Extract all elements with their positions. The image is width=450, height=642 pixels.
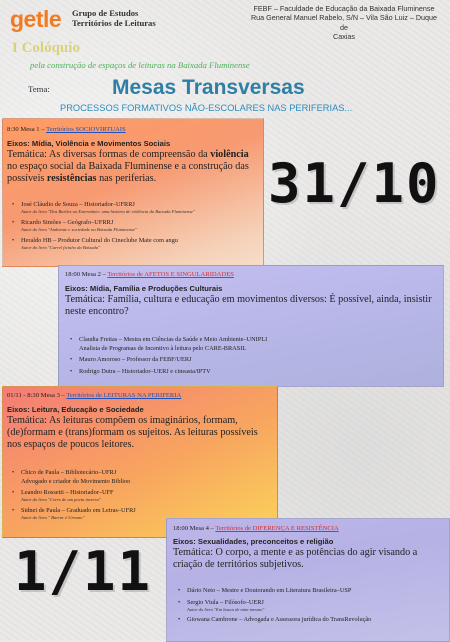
speaker-item: • Ricardo Simões – Geógrafo–UFRRJ Autor do livro "Ambiente e sociedade na Baixada Fluminense" <box>9 219 195 233</box>
mesa-1-heading <box>7 126 126 133</box>
mesa-4-title: Territórios de DIFERENÇA E RESISTÊNCIA <box>215 525 339 532</box>
speaker-item: • Claudia Freitas – Mestra em Ciências da Saúde e Meio Ambiente–UNIPLI Analista de Programas de Incentivo à leitura pelo CARE-BRASIL <box>70 336 268 352</box>
febf-line3: Caxias <box>333 31 355 41</box>
mesa-1-panel <box>2 118 264 267</box>
speaker-note: Autor do livro "Ambiente e sociedade na Baixada Fluminense" <box>21 227 137 232</box>
speaker-extra: Advogado e criador do Movimento Biblioo <box>21 478 131 485</box>
speaker-name: Claudia Freitas – Mestra em Ciências da Saúde e Meio Ambiente–UNIPLI <box>79 336 268 343</box>
speaker-note: Autor do livro "Em busca de mim mesmo" <box>187 607 265 612</box>
mesa-2-title: Territórios de AFETOS E SINGULARIDADES <box>107 271 234 278</box>
main-subtitle: PROCESSOS FORMATIVOS NÃO-ESCOLARES NAS PERIFERIAS... <box>60 103 353 113</box>
mesa-4-tematica: Temática: O corpo, a mente e as potências do agir visando a criação de territórios subjetivos. <box>173 547 418 571</box>
speaker-name: Rodrigo Dutra – Historiador–UERJ e cineasta/IPTV <box>79 368 211 375</box>
mesa-2-eixos: Eixos: Mídia, Família e Produções Culturais <box>65 284 223 293</box>
febf-line1: FEBF – Faculdade de Educação da Baixada Fluminense <box>253 4 435 13</box>
group-name-line2: Territórios de Leituras <box>72 18 156 28</box>
mesa-1-tematica-resistencias: resistências <box>46 173 97 185</box>
speaker-name: Dário Neto – Mestre e Doutorando em Literatura Brasileira–USP <box>187 587 352 594</box>
mesa-4-speakers <box>175 587 371 624</box>
mesa-4-panel <box>166 518 450 642</box>
speaker-note: Autor do livro "Cores de um poeta inverso" <box>21 497 101 502</box>
mesa-1-eixos: Eixos: Mídia, Violência e Movimentos Sociais <box>7 139 171 148</box>
tema-label: Tema: <box>28 84 50 94</box>
mesa-2-tematica: Temática: Família, cultura e educação em movimentos diversos: É possível, ainda, insistir neste encontro? <box>65 294 432 318</box>
speaker-name: Mauro Amoroso – Professor da FEBF/UERJ <box>79 356 192 363</box>
speaker-item: • Sidnei de Paula – Graduado em Letras–UFRJ Autor do livro " Barrar é Urnano" <box>12 507 136 520</box>
speaker-item: • Dário Neto – Mestre e Doutorando em Literatura Brasileira–USP <box>178 587 352 594</box>
speaker-item: • Heraldo HB – Produtor Cultural do Cineclube Mate com angu Autor do livro "Carrel ficinho da Baixada" <box>9 237 195 251</box>
speaker-name: Giowana Cambrone – Advogada e Assessora jurídica do TransRevolução <box>187 616 372 623</box>
speaker-name: Sergio Viula – Filósofo–UERJ <box>187 599 264 606</box>
speaker-item: • Rodrigo Dutra – Historiador–UERJ e cineasta/IPTV <box>70 368 211 375</box>
mesa-1-tematica-a: Temática: As diversas formas de compreensão da <box>7 149 208 160</box>
mesa-1-speakers <box>9 201 195 251</box>
mesa-2-heading <box>65 271 234 278</box>
mesa-1-tematica-c: no espaço social da Baixada Fluminense e a construção das possíveis <box>7 161 249 185</box>
mesa-3-time: 01/11 - 8:30 Mesa 3 – <box>7 392 65 399</box>
mesa-3-title: Territórios de LEITURAS NA PERIFERIA <box>66 392 182 399</box>
getle-logo: getle <box>10 6 62 32</box>
speaker-item: • José Cláudio de Souza – Historiador–UFRRJ Autor do livro "Dos Barões ao Extermínio: uma história de violência da Baixada Fluminense" <box>12 201 196 214</box>
mesa-1-tematica-violencia: violência <box>210 149 249 160</box>
date-31-10: 31/10 <box>268 152 441 215</box>
mesa-3-heading <box>7 392 181 399</box>
mesa-2-time: 18:00 Mesa 2 – <box>65 271 106 278</box>
mesa-1-time: 8:30 Mesa 1 – <box>7 126 45 133</box>
speaker-note: Autor do livro "Dos Barões ao Extermínio: uma história de violência da Baixada Fluminense" <box>21 209 196 214</box>
speaker-name: Heraldo HB – Produtor Cultural do Cineclube Mate com angu <box>21 237 178 244</box>
speaker-name: Ricardo Simões – Geógrafo–UFRRJ <box>21 219 114 226</box>
mesa-4-heading <box>173 525 339 532</box>
mesa-4-eixos: Eixos: Sexualidades, preconceitos e religião <box>173 537 334 546</box>
date-1-11: 1/11 <box>14 540 153 603</box>
group-name-line1: Grupo de Estudos <box>72 8 139 18</box>
mesa-2-speakers <box>67 336 267 376</box>
mesa-2-panel <box>58 265 444 387</box>
speaker-item: • Mauro Amoroso – Professor da FEBF/UERJ <box>70 356 192 363</box>
speaker-name: Sidnei de Paula – Graduado em Letras–UFRJ <box>21 507 136 514</box>
speaker-name: José Cláudio de Souza – Historiador–UFRRJ <box>21 201 135 208</box>
mesa-1-title: Territórios SOCIOVIRTUAIS <box>46 126 126 133</box>
mesa-3-tematica: Temática: As leituras compõem os imaginários, formam, (de)formam e (trans)formam os sujeitos. As leituras possíveis nos espaços de poucos leitores. <box>7 415 258 451</box>
event-title: I Colóquio <box>12 40 80 56</box>
speaker-item: • Leandro Rossetti – Historiador–UFF Autor do livro "Cores de um poeta inverso" <box>9 489 136 503</box>
speaker-name: Leandro Rossetti – Historiador–UFF <box>21 489 114 496</box>
event-subtitle: pela construção de espaços de leituras na Baixada Fluminense <box>30 60 250 70</box>
mesa-1-tematica <box>7 149 259 185</box>
speaker-item: • Giowana Cambrone – Advogada e Assessora jurídica do TransRevolução <box>178 616 372 623</box>
mesa-3-eixos: Eixos: Leitura, Educação e Sociedade <box>7 405 144 414</box>
speaker-item: • Chico de Paula – Bibliotecário–UFRJ Advogado e criador do Movimento Biblioo <box>9 469 136 487</box>
mesa-3-panel <box>2 386 278 538</box>
speaker-item: • Sergio Viula – Filósofo–UERJ Autor do livro "Em busca de mim mesmo" <box>175 599 371 613</box>
main-title: Mesas Transversas <box>112 76 305 99</box>
mesa-3-speakers <box>9 469 136 521</box>
febf-line2: Rua General Manuel Rabelo, S/N – Vila São Luiz – Duque de <box>250 13 438 32</box>
febf-address <box>246 4 442 41</box>
mesa-1-tematica-e: nas periferias. <box>99 173 157 185</box>
speaker-extra: Analista de Programas de Incentivo à leitura pelo CARE-BRASIL <box>79 345 247 352</box>
speaker-note: Autor do livro "Carrel ficinho da Baixada" <box>21 245 101 250</box>
speaker-name: Chico de Paula – Bibliotecário–UFRJ <box>21 469 117 476</box>
group-name <box>72 8 156 28</box>
speaker-note: Autor do livro " Barrar é Urnano" <box>21 515 85 520</box>
mesa-4-time: 18:00 Mesa 4 – <box>173 525 214 532</box>
